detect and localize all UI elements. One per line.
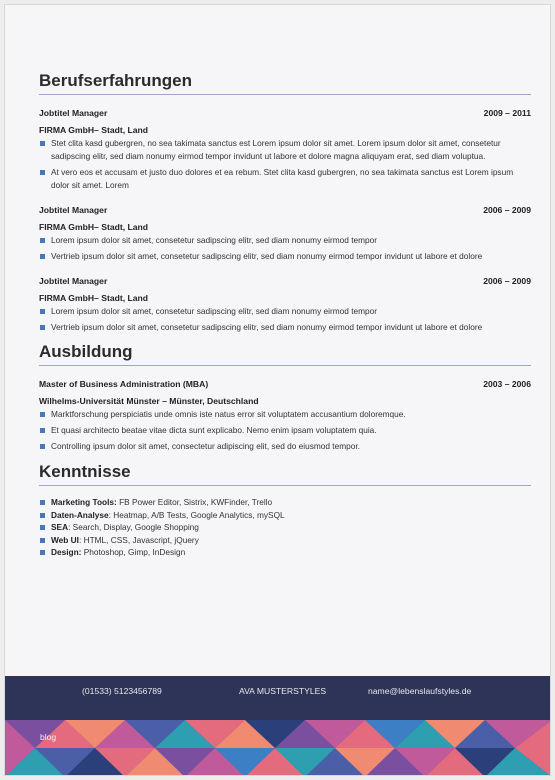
- job-title: Jobtitel Manager: [39, 205, 108, 215]
- skill-value: : Search, Display, Google Shopping: [68, 522, 199, 533]
- education-bullet: Marktforschung perspiciatis unde omnis iste natus error sit voluptatem accusantium doloremque.: [39, 408, 531, 421]
- skill-value: : HTML, CSS, Javascript, jQuery: [78, 534, 199, 545]
- job-entry: [39, 205, 531, 263]
- school-name: Wilhelms-Universität Münster – Münster, Deutschland: [39, 396, 259, 406]
- education-bullet: Controlling ipsum dolor sit amet, consectetur adipiscing elit, sed do eiusmod tempor.: [39, 440, 531, 453]
- watermark-text: blog: [40, 732, 57, 742]
- job-bullet: At vero eos et accusam et justo duo dolores et ea rebum. Stet clita kasd gubergren, no sea takimata sanctus est Lorem ipsum dolor sit amet. Lorem: [39, 166, 531, 192]
- job-company: FIRMA GmbH– Stadt, Land: [39, 222, 149, 232]
- job-bullets: [39, 234, 531, 263]
- skill-label: Daten-Analyse: [51, 509, 109, 520]
- job-bullet: Vertrieb ipsum dolor sit amet, consetetur sadipscing elitr, sed diam nonumy eirmod tempor invidunt ut labore et dolore: [39, 250, 531, 263]
- education-dates: 2003 – 2006: [483, 379, 531, 389]
- footer-name: AVA MUSTERSTYLES: [239, 686, 327, 696]
- skill-item: [39, 509, 531, 522]
- skill-item: [39, 534, 531, 547]
- job-dates: 2006 – 2009: [483, 205, 531, 215]
- job-entry: [39, 276, 531, 334]
- resume-page: [4, 4, 551, 776]
- job-company: FIRMA GmbH– Stadt, Land: [39, 293, 149, 303]
- job-bullets: [39, 137, 531, 192]
- skill-value: : Heatmap, A/B Tests, Google Analytics, mySQL: [108, 509, 285, 520]
- footer-phone: (01533) 5123456789: [82, 686, 162, 696]
- job-dates: 2009 – 2011: [483, 108, 531, 118]
- job-title: Jobtitel Manager: [39, 108, 108, 118]
- skill-item: [39, 546, 531, 559]
- education-bullet: Et quasi architecto beatae vitae dicta sunt explicabo. Nemo enim ipsam voluptatem quia.: [39, 424, 531, 437]
- skill-value: FB Power Editor, Sistrix, KWFinder, Trello: [116, 497, 273, 507]
- skills-list: [39, 496, 531, 559]
- job-company: FIRMA GmbH– Stadt, Land: [39, 125, 149, 135]
- resume-content: [39, 71, 531, 559]
- job-header: [39, 205, 531, 215]
- job-header: [39, 276, 531, 286]
- skill-label: SEA: [51, 522, 69, 533]
- experience-heading: Berufserfahrungen: [39, 71, 531, 95]
- job-bullet: Stet clita kasd gubergren, no sea takimata sanctus est Lorem ipsum dolor sit amet. Lorem ipsum dolor sit amet, consetetur sadipscing elitr, sed diam nonumy eirmod tempor invidunt ut labore et dolore magna aliquyam erat, sed diam voluptua.: [39, 137, 531, 163]
- education-heading: Ausbildung: [39, 342, 531, 366]
- job-bullet: Vertrieb ipsum dolor sit amet, consetetur sadipscing elitr, sed diam nonumy eirmod tempor invidunt ut labore et dolore: [39, 321, 531, 334]
- skill-item: [39, 496, 531, 509]
- job-header: [39, 108, 531, 118]
- skill-label: Web UI: [51, 534, 79, 545]
- job-bullets: [39, 305, 531, 334]
- education-header: [39, 379, 531, 389]
- education-bullets: [39, 408, 531, 453]
- job-bullet: Lorem ipsum dolor sit amet, consetetur sadipscing elitr, sed diam nonumy eirmod tempor: [39, 234, 531, 247]
- geometric-pattern: [5, 720, 551, 776]
- skill-label: Design:: [51, 547, 82, 558]
- skill-value: Photoshop, Gimp, InDesign: [81, 547, 186, 558]
- skills-heading: Kenntnisse: [39, 462, 531, 486]
- skill-label: Marketing Tools:: [51, 497, 117, 507]
- job-title: Jobtitel Manager: [39, 276, 108, 286]
- degree-title: Master of Business Administration (MBA): [39, 379, 209, 389]
- job-dates: 2006 – 2009: [483, 276, 531, 286]
- job-bullet: Lorem ipsum dolor sit amet, consetetur sadipscing elitr, sed diam nonumy eirmod tempor: [39, 305, 531, 318]
- education-entry: [39, 379, 531, 453]
- job-entry: [39, 108, 531, 192]
- footer-email[interactable]: name@lebenslaufstyles.de: [368, 686, 472, 696]
- skill-item: [39, 521, 531, 534]
- contact-footer: [5, 676, 551, 720]
